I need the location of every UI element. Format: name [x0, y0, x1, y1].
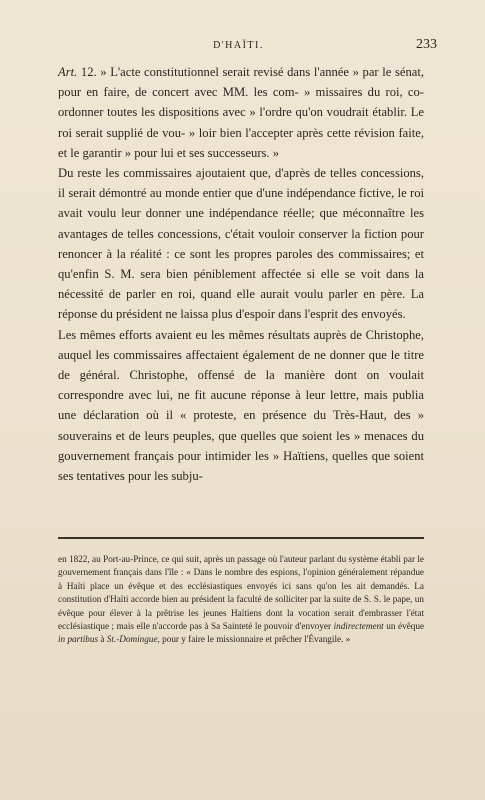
article-12-text: 12. » L'acte constitutionnel serait revisé dans l'année » par le sénat, pour en faire, de concert avec MM. les com- » missaires du roi, co-ordonner toutes les dispositions avec » l'ordre qu'on voudrait établir. Le roi serait supplié de vou- » loir bien l'accepter après cette révision faite, et le garantir » pour lui et ses successeurs. » — [58, 65, 424, 160]
footnote-part-4: , pour y faire le missionnaire et prêcher l'Évangile. » — [157, 634, 351, 645]
footnote-italic-st-domingue: St.-Domingue — [106, 634, 158, 645]
running-head: D'HAÏTI. — [213, 40, 264, 51]
paragraph-commissaires: Du reste les commissaires ajoutaient que, d'après de telles concessions, il serait démontré au monde entier que d'une indépendance fictive, le roi avait voulu leur donner une indépendance réelle; que méconnaître les avantages de telles concessions, c'était vouloir conserver la fiction pour renoncer à la réalité : ce sont les propres paroles des commissaires; et qu'enfin S. M. sera bien péniblement affectée si elle se voit dans la nécessité de parler en roi, quand elle aurait voulu parler en père. La réponse du président ne laissa plus d'espoir dans l'esprit des envoyés. — [58, 166, 424, 322]
footnote — [58, 553, 424, 647]
page-header — [40, 37, 437, 58]
footnote-italic-indirectement: indirectement — [333, 621, 384, 632]
footnote-part-1: en 1822, au Port-au-Prince, ce qui suit, après un passage où l'auteur parlant du système établi par le gouvernement français dans l'île : « Dans le nombre des espions, l'opinion généralement répandue à Haïti place un évêque et des ecclésiastiques envoyés ici sans qu'on les ait demandés. La constitution d'Haïti accorde bien au président la faculté de solliciter par la suite de S. S. le pape, un évêque pour élever à la prêtrise les jeunes Haïtiens dont la vocation serait d'embrasser l'état ecclésiastique ; mais elle n'accorde pas à Sa Sainteté le pouvoir d'envoyer — [58, 554, 424, 632]
footnote-italic-in-partibus: in partibus — [58, 634, 99, 645]
main-text — [58, 62, 424, 486]
footnote-part-3: à — [100, 634, 105, 645]
paragraph-christophe: Les mêmes efforts avaient eu les mêmes résultats auprès de Christophe, auquel les commissaires affectaient également de ne donner que le titre de général. Christophe, offensé de la manière dont on voulait correspondre avec lui, ne fit aucune réponse à leur lettre, mais publia une déclaration où il « proteste, en présence du Très-Haut, des » souverains et de leurs peuples, que quelles que soient les » menaces du gouvernement français pour intimider les » Haïtiens, quelles que soient ses tentatives pour les subju- — [58, 327, 424, 484]
footnote-part-2: un évêque — [386, 621, 425, 632]
paragraph-article-12 — [58, 62, 424, 163]
page-number: 233 — [416, 37, 437, 52]
footnote-rule — [58, 537, 424, 539]
article-label: Art. — [58, 65, 78, 79]
footnote-text — [58, 553, 424, 647]
